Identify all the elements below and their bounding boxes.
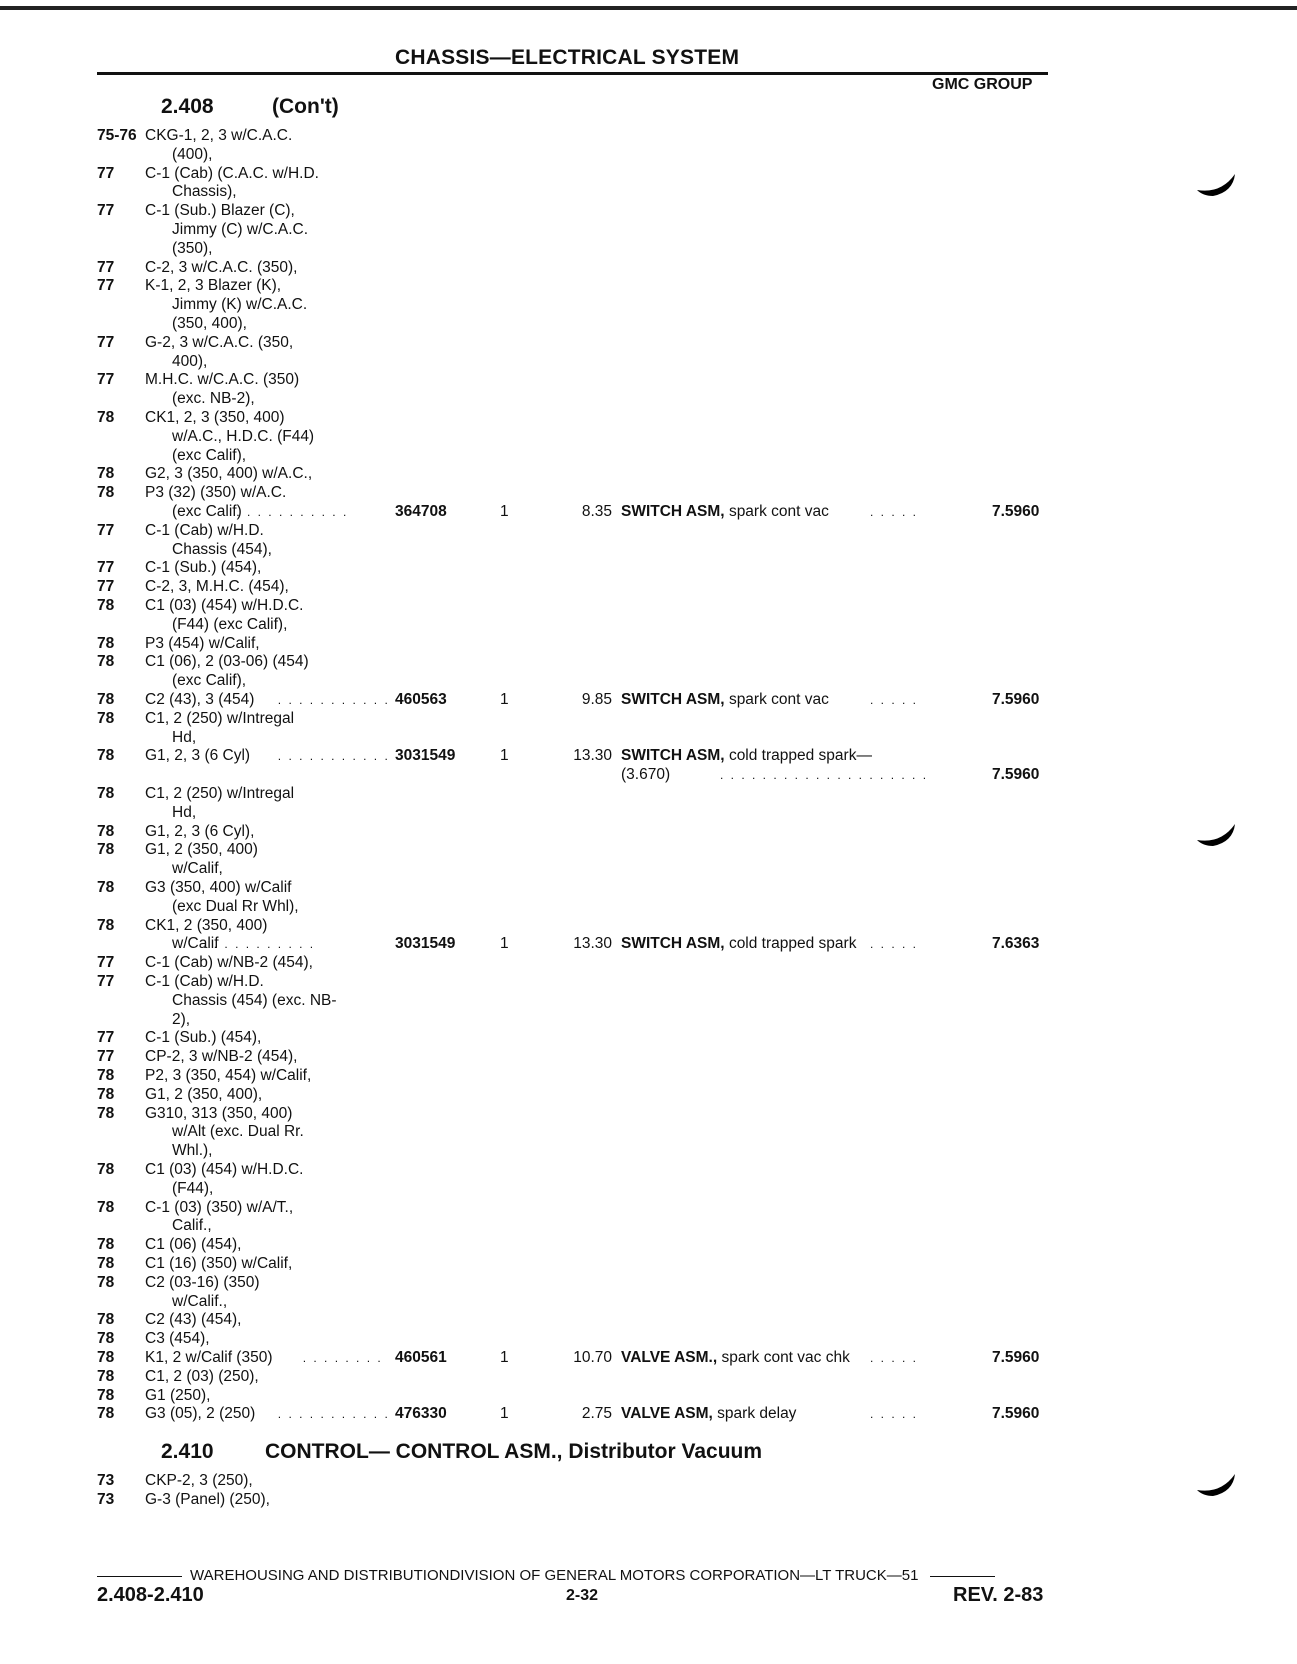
price: 13.30: [573, 935, 612, 953]
section-number: 2.410: [161, 1440, 214, 1463]
description-text: spark cont vac chk: [721, 1349, 850, 1366]
model-year: 77: [97, 1048, 115, 1066]
model-year: 78: [97, 1386, 115, 1404]
table-row: [0, 1274, 1297, 1292]
model-year: 78: [97, 1367, 115, 1385]
application: C2 (43), 3 (454): [145, 691, 255, 708]
table-row: [0, 296, 1297, 314]
description-text: (3.670): [621, 766, 671, 784]
table-row: [0, 127, 1297, 145]
table-row: [0, 1491, 1297, 1509]
application: C1, 2 (250) w/Intregal: [145, 709, 295, 727]
table-row: [0, 1048, 1297, 1066]
table-row: [0, 597, 1297, 615]
model-year: 78: [97, 1255, 115, 1272]
application: C3 (454),: [145, 1330, 210, 1348]
model-year: 77: [97, 258, 115, 276]
application: C-1 (Sub.) Blazer (C),: [145, 202, 295, 220]
footer-publisher-text: WAREHOUSING AND DISTRIBUTIONDIVISION OF GENERAL MOTORS CORPORATION—LT TRUCK—51: [190, 1567, 919, 1584]
application: Chassis),: [172, 183, 237, 201]
application: G2, 3 (350, 400) w/A.C.,: [145, 465, 313, 483]
price: 8.35: [581, 503, 612, 520]
model-year: 78: [97, 1067, 115, 1084]
application: (exc Calif): [172, 503, 242, 520]
table-row: [0, 240, 1297, 258]
application: (350),: [172, 239, 213, 257]
table-row: [0, 1123, 1297, 1141]
application: w/Calif.,: [172, 1292, 228, 1310]
application: C1 (03) (454) w/H.D.C.: [145, 1161, 304, 1178]
application: (400),: [172, 145, 213, 163]
table-row: [0, 1236, 1297, 1254]
application: CK1, 2 (350, 400): [145, 916, 268, 934]
table-row: [0, 165, 1297, 183]
model-year: 78: [97, 879, 115, 896]
model-year: 78: [97, 653, 115, 671]
table-row: [0, 1349, 1297, 1367]
leader-dots: . . . . .: [870, 937, 919, 952]
application: G-3 (Panel) (250),: [145, 1490, 270, 1508]
application: Jimmy (K) w/C.A.C.: [172, 296, 308, 314]
application: C-1 (Sub.) (454),: [145, 559, 262, 577]
quantity: 1: [500, 691, 509, 708]
application: C-1 (Cab) w/H.D.: [145, 521, 264, 539]
table-row: [0, 766, 1297, 784]
table-row: [0, 503, 1297, 521]
application: C-1 (03) (350) w/A/T.,: [145, 1198, 294, 1216]
application: C1 (06) (454),: [145, 1236, 242, 1254]
application: (F44),: [172, 1179, 214, 1197]
section-title: CONTROL— CONTROL ASM., Distributor Vacuum: [265, 1440, 763, 1463]
model-year: 78: [97, 1349, 115, 1366]
table-row: [0, 390, 1297, 408]
page-title: CHASSIS—ELECTRICAL SYSTEM: [395, 46, 740, 69]
model-year: 78: [97, 1236, 115, 1254]
price: 13.30: [573, 747, 612, 765]
quantity: 1: [500, 503, 509, 520]
application: G1, 2, 3 (6 Cyl): [145, 747, 251, 765]
leader-dots: . . . . . . . . . . .: [203, 937, 316, 952]
table-row: [0, 823, 1297, 841]
leader-dots: . . . . .: [870, 505, 919, 519]
application: Jimmy (C) w/C.A.C.: [172, 221, 309, 238]
table-row: [0, 935, 1297, 953]
application: C1 (06), 2 (03-06) (454): [145, 653, 309, 671]
table-row: [0, 860, 1297, 878]
table-row: [0, 691, 1297, 709]
table-row: [0, 616, 1297, 634]
table-row: [0, 1368, 1297, 1386]
description: [621, 747, 872, 765]
leader-dots: . . . . .: [870, 1351, 919, 1365]
table-row: [0, 1086, 1297, 1104]
table-row: [0, 1255, 1297, 1273]
application: (exc. NB-2),: [172, 390, 255, 408]
application: G1 (250),: [145, 1386, 211, 1404]
application: Chassis (454) (exc. NB-: [172, 991, 337, 1009]
application: Chassis (454),: [172, 540, 272, 558]
table-row: [0, 146, 1297, 164]
price: 2.75: [581, 1405, 612, 1423]
application: 400),: [172, 352, 208, 370]
application: Calif.,: [172, 1217, 212, 1235]
table-row: [0, 428, 1297, 446]
description-name: VALVE ASM.,: [621, 1349, 718, 1366]
leader-dots: . . . . . . . . . . .: [277, 1407, 390, 1422]
model-year: 77: [97, 954, 115, 972]
model-year: 78: [97, 916, 115, 934]
table-row: [0, 973, 1297, 991]
application: C-1 (Sub.) (454),: [145, 1029, 262, 1047]
part-number: 3031549: [395, 747, 456, 765]
table-row: [0, 541, 1297, 559]
application: 2),: [172, 1010, 191, 1028]
model-year: 78: [97, 409, 115, 426]
table-row: [0, 1472, 1297, 1490]
table-row: [0, 1011, 1297, 1029]
application: Whl.),: [172, 1142, 213, 1160]
table-row: [0, 578, 1297, 596]
table-row: [0, 1405, 1297, 1423]
model-year: 78: [97, 1311, 115, 1329]
table-row: [0, 1387, 1297, 1405]
table-row: [0, 183, 1297, 201]
model-year: 77: [97, 559, 115, 577]
table-row: [0, 1180, 1297, 1198]
footer-publisher: [97, 1567, 995, 1584]
application: P3 (454) w/Calif,: [145, 634, 260, 652]
table-row: [0, 635, 1297, 653]
model-year: 78: [97, 484, 115, 502]
model-year: 77: [97, 973, 115, 990]
table-row: [0, 371, 1297, 389]
application: P2, 3 (350, 454) w/Calif,: [145, 1067, 312, 1084]
table-row: [0, 1029, 1297, 1047]
application: K1, 2 w/Calif (350): [145, 1349, 273, 1366]
table-row: [0, 1330, 1297, 1348]
binder-hole-mark: [1195, 1472, 1239, 1498]
leader-dots: . . . . . . . . . . .: [236, 505, 349, 519]
section-number: 2.408: [161, 95, 214, 118]
table-row: [0, 277, 1297, 295]
model-year: 78: [97, 1161, 115, 1178]
application: G1, 2, 3 (6 Cyl),: [145, 822, 255, 840]
model-year: 78: [97, 634, 115, 652]
leader-dots: . . . . . . . . . . . . . . . . . . . .: [720, 768, 929, 783]
application: w/A.C., H.D.C. (F44): [172, 427, 315, 445]
table-row: [0, 1142, 1297, 1160]
description: [621, 766, 670, 784]
application: G3 (350, 400) w/Calif: [145, 879, 292, 896]
model-year: 77: [97, 521, 115, 539]
application: w/Alt (exc. Dual Rr.: [172, 1123, 304, 1141]
table-row: [0, 672, 1297, 690]
table-row: [0, 315, 1297, 333]
description-name: SWITCH ASM,: [621, 935, 725, 953]
model-year: 78: [97, 1405, 115, 1423]
model-year: 77: [97, 164, 115, 182]
table-row: [0, 653, 1297, 671]
application: Hd,: [172, 803, 197, 821]
table-row: [0, 954, 1297, 972]
page-number: 2-32: [566, 1587, 599, 1604]
table-row: [0, 334, 1297, 352]
table-row: [0, 465, 1297, 483]
application: C-1 (Cab) (C.A.C. w/H.D.: [145, 164, 319, 182]
application: C2 (03-16) (350): [145, 1273, 260, 1291]
quantity: 1: [500, 935, 509, 953]
group-code: 7.5960: [992, 691, 1040, 708]
table-row: [0, 804, 1297, 822]
model-year: 73: [97, 1490, 115, 1508]
description: [621, 935, 856, 953]
description-name: SWITCH ASM,: [621, 747, 725, 765]
group-code: 7.5960: [992, 1349, 1040, 1366]
model-year: 78: [97, 465, 115, 483]
table-row: [0, 447, 1297, 465]
application: Hd,: [172, 728, 197, 746]
footer-rule-left: [97, 1576, 182, 1577]
revision-label: REV. 2-83: [953, 1584, 1044, 1606]
part-number: 476330: [395, 1405, 447, 1423]
model-year: 78: [97, 785, 115, 802]
description: [621, 1349, 850, 1367]
model-year: 78: [97, 709, 115, 727]
model-year: 77: [97, 333, 115, 351]
description-name: SWITCH ASM,: [621, 691, 725, 708]
model-year: 78: [97, 691, 115, 708]
application: CP-2, 3 w/NB-2 (454),: [145, 1048, 298, 1066]
model-year: 77: [97, 202, 115, 220]
description-name: VALVE ASM,: [621, 1405, 713, 1423]
model-year: 77: [97, 578, 115, 596]
application: G1, 2 (350, 400),: [145, 1085, 263, 1103]
price: 10.70: [573, 1349, 612, 1366]
table-row: [0, 522, 1297, 540]
model-year: 75-76: [97, 127, 137, 144]
application: CKP-2, 3 (250),: [145, 1472, 253, 1489]
application: (F44) (exc Calif),: [172, 615, 288, 633]
model-year: 78: [97, 747, 115, 765]
application: w/Calif,: [172, 860, 223, 878]
table-row: [0, 484, 1297, 502]
application: G-2, 3 w/C.A.C. (350,: [145, 333, 294, 351]
application: w/Calif: [172, 935, 219, 953]
application: G3 (05), 2 (250): [145, 1405, 256, 1423]
application: C-1 (Cab) w/NB-2 (454),: [145, 954, 313, 972]
application: K-1, 2, 3 Blazer (K),: [145, 277, 282, 295]
model-year: 77: [97, 371, 115, 389]
part-number: 3031549: [395, 935, 456, 953]
binder-hole-mark: [1195, 822, 1239, 848]
application: C-2, 3, M.H.C. (454),: [145, 578, 289, 596]
model-year: 78: [97, 822, 115, 840]
application: C1 (03) (454) w/H.D.C.: [145, 597, 304, 614]
part-number: 460561: [395, 1349, 447, 1366]
application: C1, 2 (250) w/Intregal: [145, 785, 295, 802]
application: G310, 313 (350, 400): [145, 1104, 293, 1122]
table-row: [0, 747, 1297, 765]
application: CKG-1, 2, 3 w/C.A.C.: [145, 127, 293, 144]
description-text: spark delay: [717, 1405, 797, 1423]
application: (exc Calif),: [172, 672, 247, 690]
top-rule: [0, 6, 1297, 10]
part-number: 364708: [395, 503, 447, 520]
price: 9.85: [581, 691, 612, 708]
table-row: [0, 1293, 1297, 1311]
section-continued: (Con't): [272, 95, 339, 118]
application: (exc Calif),: [172, 446, 247, 464]
table-row: [0, 992, 1297, 1010]
description: [621, 1405, 796, 1423]
table-row: [0, 1199, 1297, 1217]
table-row: [0, 1067, 1297, 1085]
group-code: 7.5960: [992, 1405, 1040, 1423]
table-row: [0, 1105, 1297, 1123]
group-code: 7.6363: [992, 935, 1040, 953]
footer-section-range: 2.408-2.410: [97, 1584, 204, 1606]
model-year: 78: [97, 1104, 115, 1122]
description-text: cold trapped spark: [728, 935, 857, 953]
description-name: SWITCH ASM,: [621, 503, 725, 520]
table-row: [0, 841, 1297, 859]
table-row: [0, 729, 1297, 747]
table-row: [0, 879, 1297, 897]
leader-dots: . . . . . . . . . . .: [277, 749, 390, 764]
application: P3 (32) (350) w/A.C.: [145, 484, 287, 502]
leader-dots: . . . . .: [870, 693, 919, 707]
table-row: [0, 202, 1297, 220]
table-row: [0, 221, 1297, 239]
description-text: cold trapped spark—: [728, 747, 872, 765]
model-year: 73: [97, 1472, 115, 1489]
quantity: 1: [500, 1349, 509, 1366]
quantity: 1: [500, 1405, 509, 1423]
model-year: 77: [97, 277, 115, 295]
application: C1, 2 (03) (250),: [145, 1367, 259, 1385]
model-year: 78: [97, 1085, 115, 1103]
application: C-2, 3 w/C.A.C. (350),: [145, 258, 298, 276]
title-rule: [97, 72, 1048, 75]
table-row: [0, 409, 1297, 427]
table-row: [0, 259, 1297, 277]
table-row: [0, 1217, 1297, 1235]
application: CK1, 2, 3 (350, 400): [145, 409, 285, 426]
part-number: 460563: [395, 691, 447, 708]
group-label: GMC GROUP: [932, 76, 1033, 93]
description: [621, 503, 829, 521]
table-row: [0, 353, 1297, 371]
model-year: 78: [97, 1273, 115, 1291]
description-text: spark cont vac: [728, 503, 829, 520]
model-year: 78: [97, 597, 115, 614]
table-row: [0, 898, 1297, 916]
leader-dots: . . . . . . . . . . .: [277, 693, 390, 707]
application: (exc Dual Rr Whl),: [172, 897, 299, 915]
application: M.H.C. w/C.A.C. (350): [145, 371, 300, 389]
model-year: 78: [97, 1198, 115, 1216]
application: G1, 2 (350, 400): [145, 841, 258, 859]
model-year: 78: [97, 841, 115, 859]
leader-dots: . . . . .: [870, 1407, 919, 1422]
footer-rule-right: [930, 1576, 995, 1577]
table-row: [0, 785, 1297, 803]
application: C1 (16) (350) w/Calif,: [145, 1255, 293, 1272]
application: (350, 400),: [172, 315, 247, 332]
application: C-1 (Cab) w/H.D.: [145, 973, 264, 990]
leader-dots: . . . . . . . .: [302, 1351, 383, 1365]
description-text: spark cont vac: [728, 691, 829, 708]
group-code: 7.5960: [992, 766, 1040, 784]
table-row: [0, 1311, 1297, 1329]
model-year: 78: [97, 1330, 115, 1348]
table-row: [0, 917, 1297, 935]
quantity: 1: [500, 747, 509, 765]
application: C2 (43) (454),: [145, 1311, 242, 1329]
binder-hole-mark: [1195, 172, 1239, 198]
group-code: 7.5960: [992, 503, 1040, 520]
model-year: 77: [97, 1029, 115, 1047]
table-row: [0, 710, 1297, 728]
table-row: [0, 559, 1297, 577]
table-row: [0, 1161, 1297, 1179]
description: [621, 691, 829, 709]
